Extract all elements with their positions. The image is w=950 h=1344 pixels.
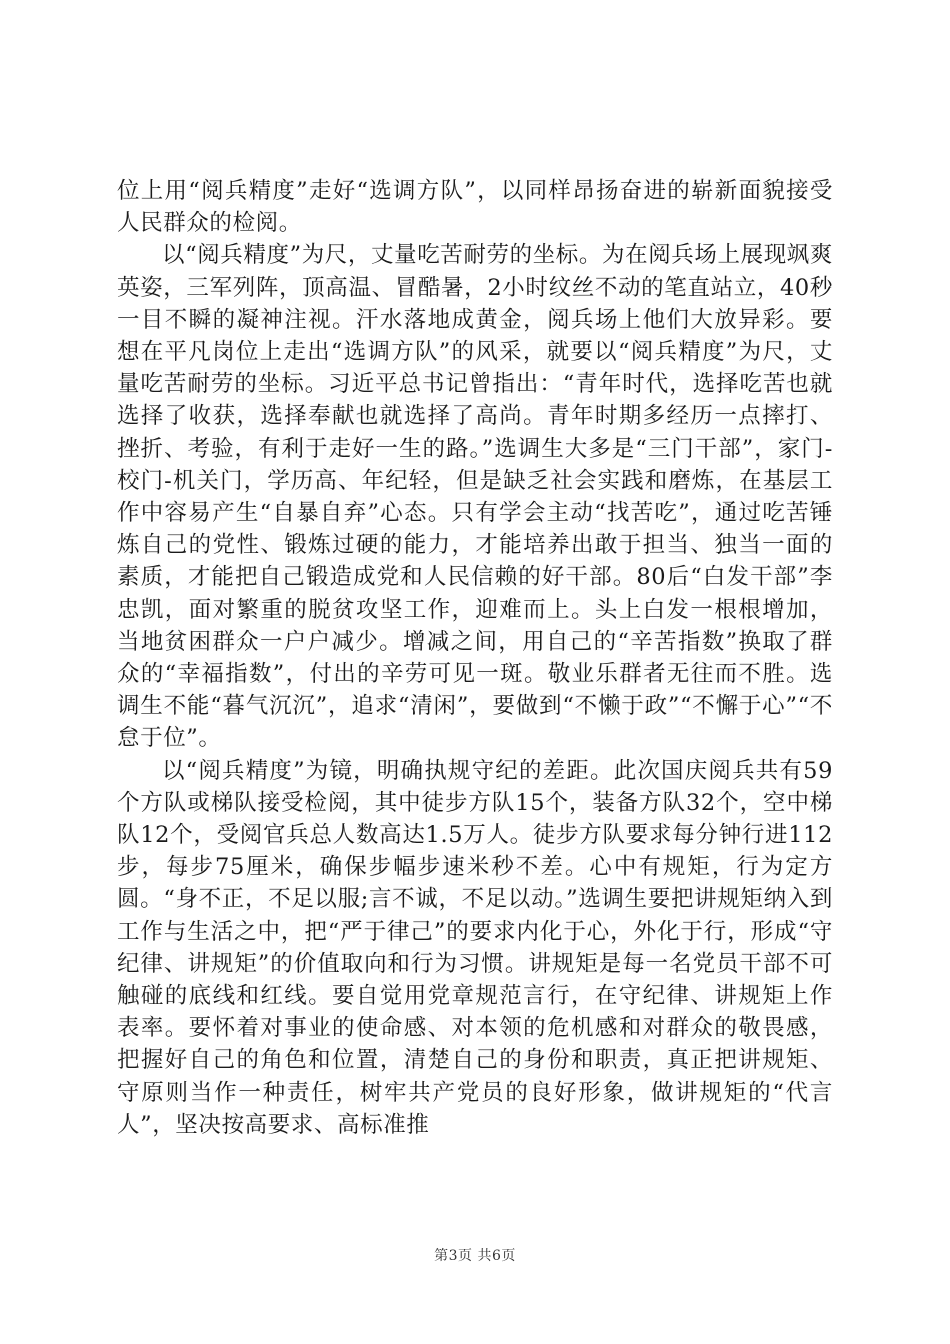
body-text xyxy=(117,175,833,1141)
page-number: 第3页 共6页 xyxy=(434,1248,516,1264)
paragraph-continuation: 位上用“阅兵精度”走好“选调方队”，以同样昂扬奋进的崭新面貌接受人民群众的检阅。 xyxy=(117,178,833,237)
paragraph-discipline: 以“阅兵精度”为镜，明确执规守纪的差距。此次国庆阅兵共有59个方队或梯队接受检阅，其中徒步方队15个，装备方队32个，空中梯队12个，受阅官兵总人数高达1.5万人。徒步方队要求每分钟行进112步，每步75厘米，确保步幅步速米秒不差。心中有规矩，行为定方圆。“身不正，不足以服;言不诚，不足以动。”选调生要把讲规矩纳入到工作与生活之中，把“严于律己”的要求内化于心，外化于行，形成“守纪律、讲规矩”的价值取向和行为习惯。讲规矩是每一名党员干部不可触碰的底线和红线。要自觉用党章规范言行，在守纪律、讲规矩上作表率。要怀着对事业的使命感、对本领的危机感和对群众的敬畏感，把握好自己的角色和位置，清楚自己的身份和职责，真正把讲规矩、守原则当作一种责任，树牢共产党员的良好形象，做讲规矩的“代言人”，坚决按高要求、高标准推 xyxy=(117,757,833,1138)
paragraph-hardship: 以“阅兵精度”为尺，丈量吃苦耐劳的坐标。为在阅兵场上展现飒爽英姿，三军列阵，顶高温、冒酷暑，2小时纹丝不动的笔直站立，40秒一目不瞬的凝神注视。汗水落地成黄金，阅兵场上他们大放异彩。要想在平凡岗位上走出“选调方队”的风采，就要以“阅兵精度”为尺，丈量吃苦耐劳的坐标。习近平总书记曾指出：“青年时代，选择吃苦也就选择了收获，选择奉献也就选择了高尚。青年时期多经历一点摔打、挫折、考验，有利于走好一生的路。”选调生大多是“三门干部”，家门-校门-机关门，学历高、年纪轻，但是缺乏社会实践和磨炼，在基层工作中容易产生“自暴自弃”心态。只有学会主动“找苦吃”，通过吃苦锤炼自己的党性、锻炼过硬的能力，才能培养出敢于担当、独当一面的素质，才能把自己锻造成党和人民信赖的好干部。80后“白发干部”李忠凯，面对繁重的脱贫攻坚工作，迎难而上。头上白发一根根增加，当地贫困群众一户户减少。增减之间，用自己的“辛苦指数”换取了群众的“幸福指数”，付出的辛劳可见一斑。敬业乐群者无往而不胜。选调生不能“暮气沉沉”，追求“清闲”，要做到“不懒于政”“不懈于心”“不怠于位”。 xyxy=(117,242,834,752)
